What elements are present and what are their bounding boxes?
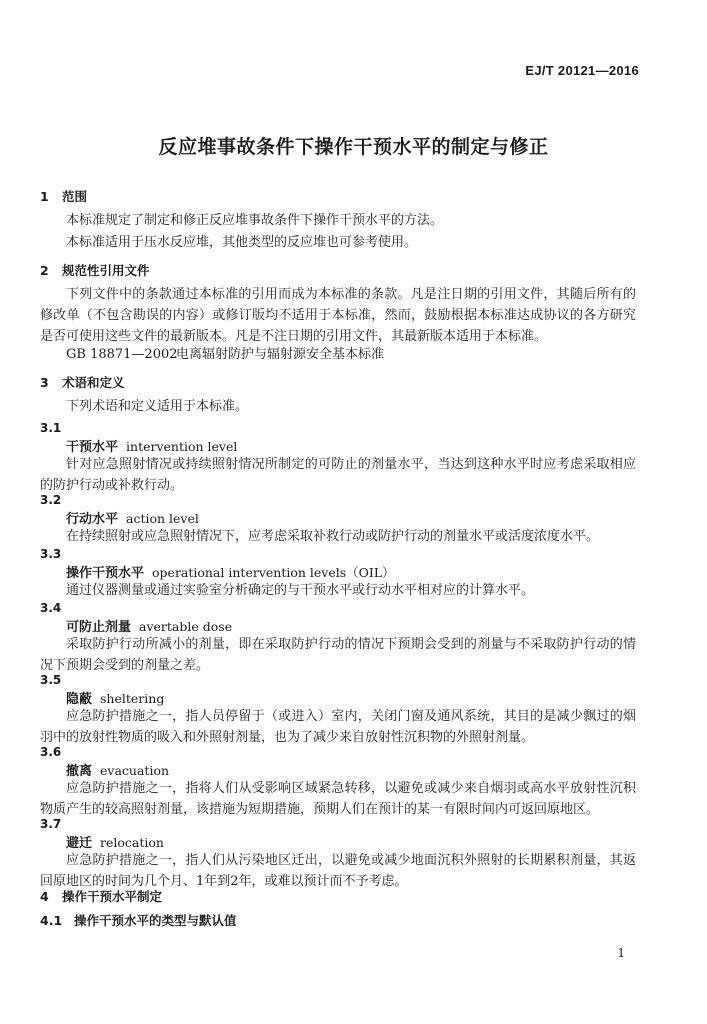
reference-entry [40,344,666,365]
section-number: 2 [40,263,49,278]
term-definition: 通过仪器测量或通过实验室分析确定的与干预水平或行动水平相对应的计算水平。 [66,583,535,598]
term-number: 3.4 [40,601,62,615]
scope-paragraph-1: 本标准规定了制定和修正反应堆事故条件下操作干预水平的方法。 [66,213,444,228]
term-definition: 在持续照射或应急照射情况下，应考虑采取补救行动或防护行动的剂量水平或活度浓度水平。 [66,529,600,544]
term-definition: 采取防护行动所减小的剂量，即在采取防护行动的情况下预期会受到的剂量与不采取防护行动的情况下预期会受到的剂量之差。 [40,637,636,673]
terms-intro: 下列术语和定义适用于本标准。 [66,399,249,414]
term-number: 3.6 [40,745,62,759]
term-definition: 应急防护措施之一，指将人们从受影响区域紧急转移，以避免或减少来自烟羽或高水平放射性沉积物质产生的较高照射剂量，该措施为短期措施，预期人们在预计的某一有限时间内可返回原地区。 [40,781,636,817]
term-zh: 行动水平 [66,512,119,527]
section-title: 术语和定义 [62,375,125,390]
term-number: 3.5 [40,673,62,687]
term-definition: 应急防护措施之一，指人们从污染地区迁出，以避免或减少地面沉积外照射的长期累积剂量，其返回原地区的时间为几个月、1年到2年，或难以预计而不予考虑。 [40,853,636,889]
term-number: 3.7 [40,817,62,831]
section-3-heading [40,372,640,393]
section-4-heading [40,886,640,907]
section-1-heading [40,186,640,207]
term-number: 3.2 [40,493,62,507]
section-title: 规范性引用文件 [62,263,150,278]
term-definition: 针对应急照射情况或持续照射情况所制定的可防止的剂量水平，当达到这种水平时应考虑采取相应的防护行动或补救行动。 [40,457,636,493]
section-number: 3 [40,375,49,390]
reference-code: GB 18871—2002 [66,347,178,362]
subsection-title: 操作干预水平的类型与默认值 [74,913,237,928]
term-number: 3.1 [40,421,62,435]
term-definition: 应急防护措施之一，指人员停留于（或进入）室内，关闭门窗及通风系统，其目的是减少飘过的烟羽中的放射性物质的吸入和外照射剂量，也为了减少来自放射性沉积物的外照射剂量。 [40,709,636,745]
section-title: 范围 [62,189,88,204]
term-number: 3.3 [40,547,62,561]
page-title: 反应堆事故条件下操作干预水平的制定与修正 [158,136,549,158]
term-zh: 撤离 [66,764,93,779]
section-2-heading [40,260,640,281]
normative-references-paragraph: 下列文件中的条款通过本标准的引用而成为本标准的条款。凡是注日期的引用文件，其随后所有的修改单（不包含勘误的内容）或修订版均不适用于本标准，然而，鼓励根据本标准达成协议的各方研究是否可使用这些文件的最新版本。凡是不注日期的引用文件，其最新版本适用于本标准。 [40,287,636,344]
section-number: 1 [40,189,49,204]
subsection-4-1-heading [40,910,640,931]
term-zh: 隐蔽 [66,692,93,707]
term-zh: 可防止剂量 [66,620,132,635]
term-en: action level [126,511,199,526]
page-number: 1 [617,946,625,960]
reference-title: 电离辐射防护与辐射源安全基本标准 [176,347,385,362]
subsection-number: 4.1 [40,913,63,928]
term-en: intervention level [126,439,238,454]
scope-paragraph-2: 本标准适用于压水反应堆，其他类型的反应堆也可参考使用。 [66,235,418,250]
term-en: relocation [100,835,164,850]
term-zh: 干预水平 [66,440,119,455]
term-zh: 操作干预水平 [66,566,145,581]
section-number: 4 [40,889,49,904]
term-en: avertable dose [139,619,233,634]
term-en: evacuation [100,763,170,778]
term-en: operational intervention levels（OIL） [152,565,395,580]
term-zh: 避迁 [66,836,93,851]
term-en: sheltering [100,691,165,706]
standard-code: EJ/T 20121—2016 [525,63,639,78]
section-title: 操作干预水平制定 [62,889,163,904]
